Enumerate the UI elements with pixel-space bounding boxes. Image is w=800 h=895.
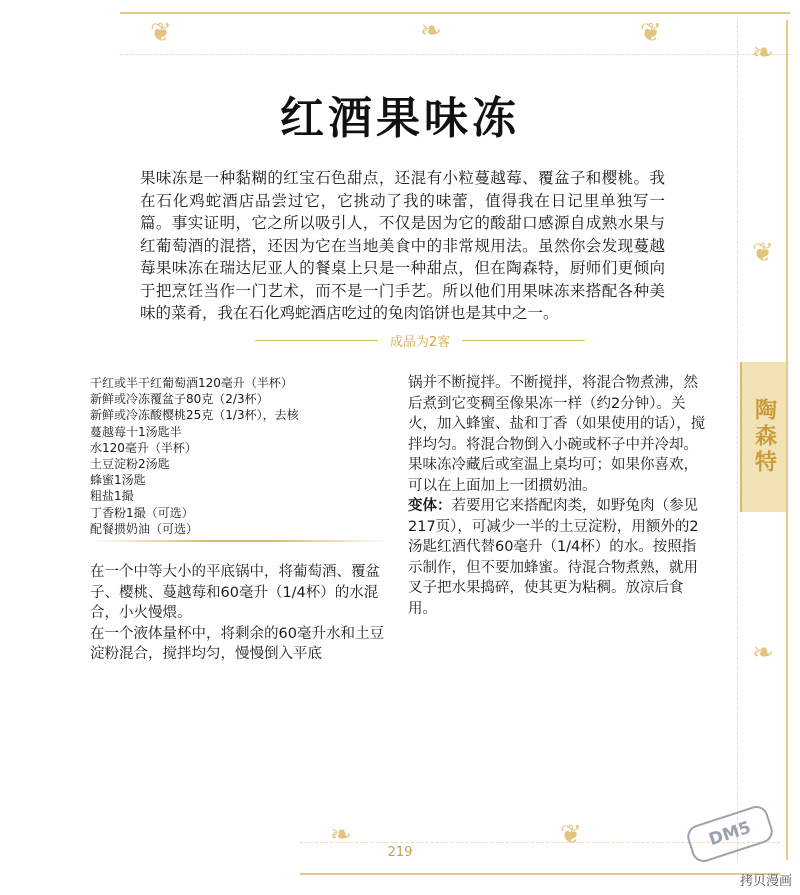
swirl-ornament-icon: ❧ [752,638,774,668]
swirl-ornament-icon: ❧ [330,820,352,850]
divider-line [462,340,585,341]
page-number: 219 [387,845,413,860]
watermark-logo: DM5 [684,803,776,865]
swirl-ornament-icon: ❦ [752,238,774,268]
ingredients-list [90,375,390,537]
ingredient-item: 配餐掼奶油（可选） [90,521,199,536]
ingredient-item: 蔓越莓十1汤匙半 [90,424,182,439]
instruction-paragraph: 锅并不断搅拌。不断搅拌，将混合物煮沸，然后煮到它变稠至像果冻一样（约2分钟）。关火，加入蜂蜜、盐和丁香（如果使用的话），搅拌均匀。将混合物倒入小碗或杯子中并冷却。 [408,375,706,453]
ingredient-item: 丁香粉1撮（可选） [90,505,194,520]
swirl-ornament-icon: ❦ [560,820,582,850]
swirl-ornament-icon: ❦ [150,18,172,48]
instructions-column-left [90,562,392,665]
chapter-side-tab [740,362,786,512]
corner-ornament-icon: ❧ [752,38,774,68]
swirl-ornament-icon: ❦ [640,18,662,48]
chapter-side-tab-label: 陶森特 [751,398,777,476]
ornamental-frame-top [120,12,790,55]
variation-text: 若要用它来搭配肉类，如野兔肉（参见217页），可减少一半的土豆淀粉，用额外的2汤匙红酒代替60毫升（1/4杯）的水。按照指示制作，但不要加蜂蜜。待混合物煮熟，就用叉子把水果捣碎，使其更为粘稠。放凉后食用。 [408,498,699,617]
recipe-title: 红酒果味冻 [280,93,520,144]
watermark-text: 拷贝漫画 [739,874,792,889]
ingredient-item: 蜂蜜1汤匙 [90,473,146,488]
instruction-paragraph: 在一个中等大小的平底锅中，将葡萄酒、覆盆子、樱桃、蔓越莓和60毫升（1/4杯）的水混合，小火慢煨。 [90,564,380,621]
divider-line [255,340,378,341]
ingredients-divider [90,540,390,542]
recipe-intro: 果味冻是一种黏糊的红宝石色甜点，还混有小粒蔓越莓、覆盆子和樱桃。我在石化鸡蛇酒店品尝过它，它挑动了我的味蕾，值得我在日记里单独写一篇。事实证明，它之所以吸引人，不仅是因为它的酸甜口感源自成熟水果与红葡萄酒的混搭，还因为它在当地美食中的非常规用法。虽然你会发现蔓越莓果味冻在瑞达尼亚人的餐桌上只是一种甜点，但在陶森特，厨师们更倾向于把烹饪当作一门艺术，而不是一门手艺。所以他们用果味冻来搭配各种美味的菜肴，我在石化鸡蛇酒店吃过的兔肉馅饼也是其中之一。 [140,169,665,322]
ingredient-item: 粗盐1撮 [90,489,134,504]
ingredient-item: 干红或半干红葡萄酒120毫升（半杯） [90,376,293,390]
ingredient-item: 新鲜或冷冻酸樱桃25克（1/3杯），去核 [90,408,299,423]
instruction-paragraph: 在一个液体量杯中，将剩余的60毫升水和土豆淀粉混合，搅拌均匀，慢慢倒入平底 [90,625,384,662]
swirl-ornament-icon: ❧ [420,16,442,46]
servings-divider [255,330,585,350]
instruction-paragraph: 果味冻冷藏后或室温上桌均可；如果你喜欢，可以在上面加上一团掼奶油。 [408,457,698,494]
variation-paragraph [408,496,708,619]
ingredient-item: 土豆淀粉2汤匙 [90,457,170,472]
instructions-column-right [408,373,708,619]
ingredient-item: 新鲜或冷冻覆盆子80克（2/3杯） [90,392,269,407]
variation-label: 变体： [408,498,452,514]
servings-label: 成品为2客 [389,334,451,350]
ingredient-item: 水120毫升（半杯） [90,440,197,455]
